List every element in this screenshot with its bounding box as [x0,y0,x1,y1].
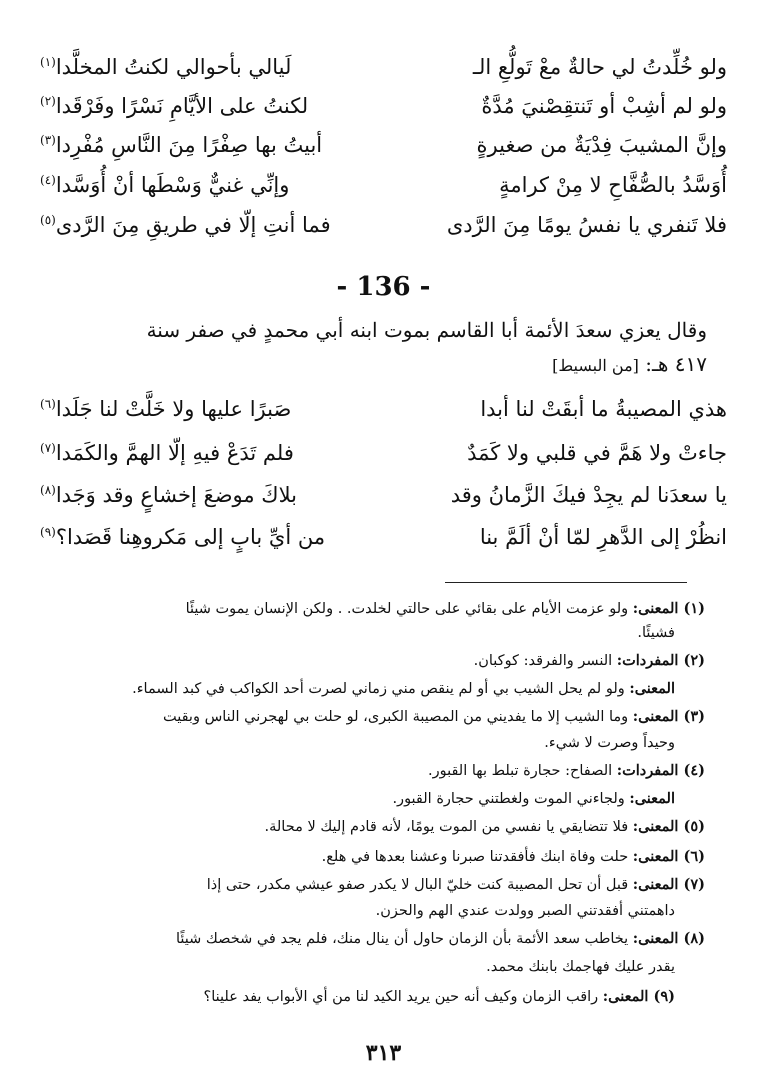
second-hemistich: بلاكَ موضعَ إخشاعٍ وقد وَجَدا$^{(٨)}$ [40,483,297,507]
first-hemistich: ولو لم أشِبْ أو تَنتقِصْنيَ مُدَّةٌ [481,94,727,118]
verse-line [40,128,727,162]
intro-line [50,352,707,376]
second-hemistich: أبيتُ بها صِفْرًا مِنَ النَّاسِ مُفْرِدا$^{(٣)}$ [40,133,323,157]
footnote-marker: (٩) [40,525,56,539]
verse-line [40,208,727,242]
footnote-marker: (٧) [40,441,56,455]
first-hemistich: ولو خُلِّدتُ لي حالةٌ معْ تَولُّعِ الـ [472,55,727,79]
footnote-line: (٢) المفردات: النسر والفرقد: كوكبان. [473,652,705,669]
footnote-line: المعنى: ولجاءني الموت ولغطتني حجارة القبور. [392,790,675,807]
footnote-line: (٧) المعنى: قبل أن تحل المصيبة كنت خليّ البال لا يكدر صفو عيشي مكدر، حتى إذا [206,876,705,893]
first-hemistich: أُوَسَّدُ بالصُّفَّاحِ لا مِنْ كرامةٍ [499,173,727,197]
verse-line [40,520,727,554]
verse-line [40,436,727,470]
verse-line [40,168,727,202]
verse-line [40,478,727,512]
first-hemistich: انظُرْ إلى الدَّهرِ لمّا أنْ ألَمَّ بنا [479,525,727,549]
first-hemistich: وإنَّ المشيبَ فِدْيَةٌ من صغيرةٍ [476,133,727,157]
footnote-marker: (٤) [40,173,56,187]
first-hemistich: يا سعدَنا لم يجِدْ فيكَ الزَّمانُ وقد [450,483,727,507]
footnote-line: (٨) المعنى: يخاطب سعد الأئمة بأن الزمان حاول أن ينال منك، فلم يجد في شخصك شيئًا [176,930,705,947]
footnote-line: (٣) المعنى: وما الشيب إلا ما يفديني من المصيبة الكبرى، لو حلت بي لهجرني الناس وبقيت [162,708,705,725]
verse-line [40,392,727,426]
footnote-line: (٤) المفردات: الصفاح: حجارة تبلط بها القبور. [427,762,705,779]
second-hemistich: فلم تَدَعْ فيهِ إلّا الهمَّ والكَمَدا$^{(٧)}$ [40,441,294,465]
footnote-line: المعنى: ولو لم يحل الشيب بي أو لم ينقص مني زماني لصرت أحد الكواكب في كبد السماء. [132,680,675,697]
footnote-line: يقدر عليك فهاجمك بابنك محمد. [486,959,675,975]
first-hemistich: هذي المصيبةُ ما أبقَتْ لنا أبدا [480,397,727,421]
footnote-line: (٦) المعنى: حلت وفاة ابنك فأفقدتنا صبرنا وعشنا بعدها في هلع. [321,848,705,865]
verse-line [40,89,727,123]
first-hemistich: جاءتْ ولا هَمَّ في قلبي ولا كَمَدٌ [467,441,727,465]
section-number: - 136 - [336,272,431,302]
second-hemistich: فما أنتِ إلّا في طريقِ مِنَ الرَّدى$^{(٥)}$ [40,213,331,237]
intro-line: وقال يعزي سعدَ الأئمة أبا القاسم بموت ابنه أبي محمدٍ في صفر سنة [146,318,707,342]
second-hemistich: من أيِّ بابٍ إلى مَكروهِنا قَصَدا؟$^{(٩)}$ [40,525,326,549]
second-hemistich: لكنتُ على الأيَّامِ نَسْرًا وفَرْقَدا$^{(٢)}$ [40,94,309,118]
footnote-marker: (٣) [40,133,56,147]
hijri-year: ٤١٧ هـ: [645,352,707,376]
second-hemistich: وإنِّي غنيٌّ وَسْطَها أنْ أُوَسَّدا$^{(٤)}$ [40,173,290,197]
footnote-marker: (٦) [40,397,56,411]
first-hemistich: فلا تَنفري يا نفسُ يومًا مِنَ الرَّدى [446,213,727,237]
second-hemistich: صَبرًا عليها ولا خَلَّتْ لنا جَلَدا$^{(٦)}$ [40,397,292,421]
footnote-marker: (٢) [40,94,56,108]
footnote-separator [445,582,687,583]
footnote-marker: (٥) [40,213,56,227]
page-number: ٣١٣ [365,1040,402,1066]
footnote-line: (٩) المعنى: راقب الزمان وكيف أنه حين يريد الكيد لنا من أي الأبواب يفد علينا؟ [203,988,675,1005]
footnote-line: (٥) المعنى: فلا تتضايقي يا نفسي من الموت يومًا، لأنه قادم إليك لا محالة. [264,818,705,835]
second-hemistich: لَيالي بأحوالي لكنتُ المخلَّدا$^{(١)}$ [40,55,292,79]
meter-label: [من البسيط] [552,356,639,375]
footnote-marker: (١) [40,55,56,69]
footnote-line: وحيداً وصرت لا شيء. [544,735,675,751]
verse-line [40,50,727,84]
footnote-line: داهمتني أفقدتني الصبر وولدت عندي الهم والحزن. [375,903,675,919]
footnote-line: (١) المعنى: ولو عزمت الأيام على بقائي على حالتي لخلدت. . ولكن الإنسان يموت شيئًا [185,600,705,617]
footnote-marker: (٨) [40,483,56,497]
footnote-line: فشيئًا. [637,625,675,641]
